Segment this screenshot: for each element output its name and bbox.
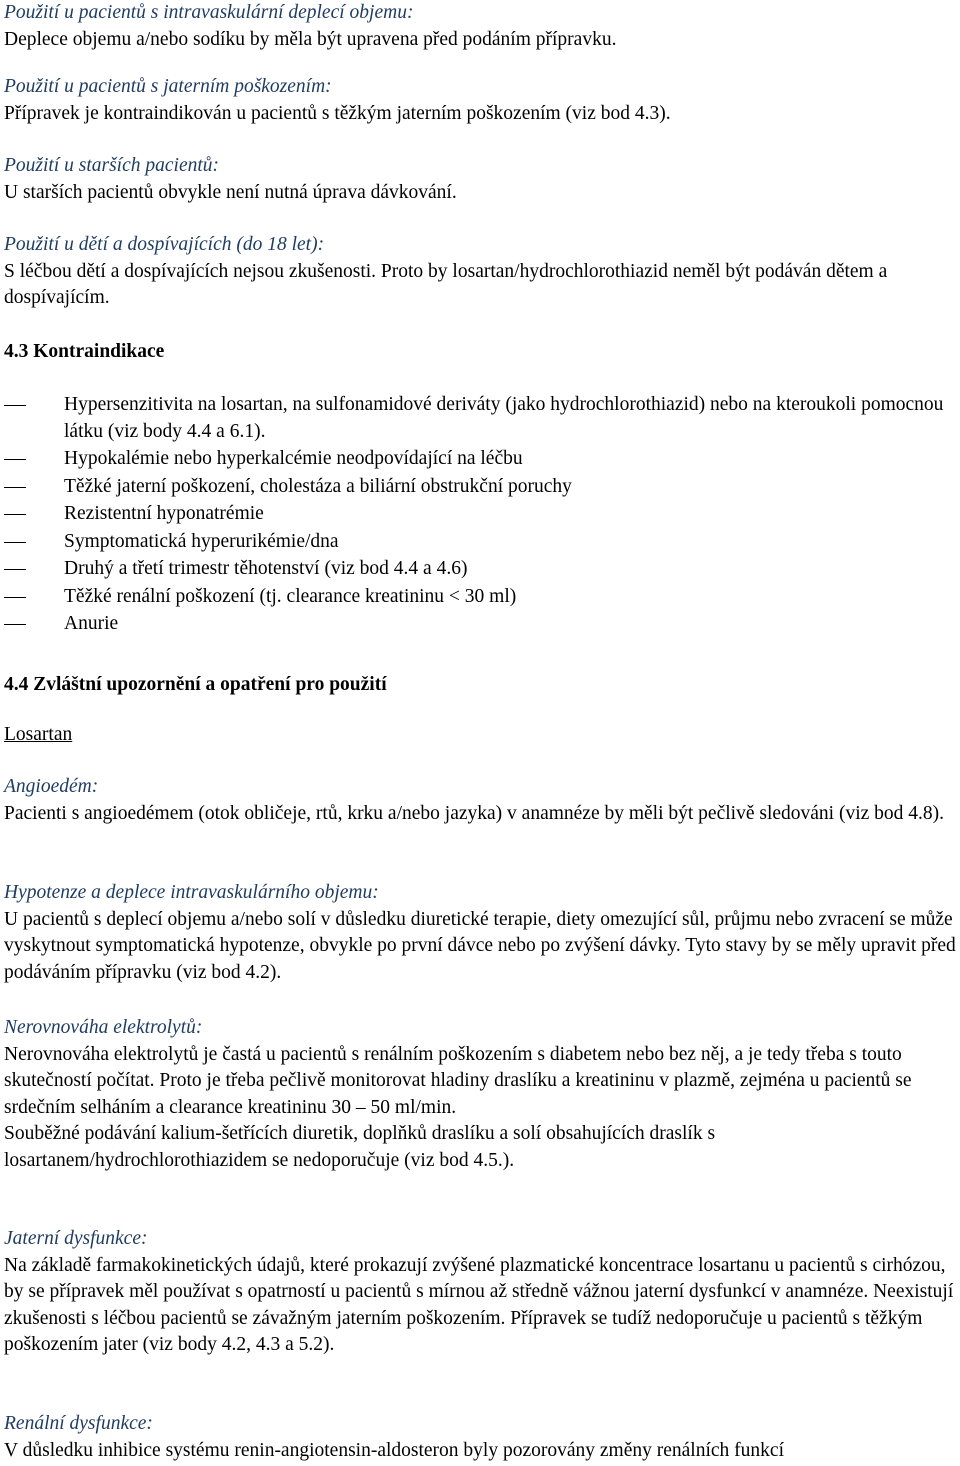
section-electrolytes: [4, 1015, 958, 1174]
dash-icon: [4, 542, 26, 543]
section-text: S léčbou dětí a dospívajících nejsou zkušenosti. Proto by losartan/hydrochlorothiazid neměl být podáván dětem a dospívajícím.: [4, 260, 888, 308]
section-text: Nerovnováha elektrolytů je častá u pacientů s renálním poškozením s diabetem nebo bez něj, a je tedy třeba s touto skutečností počítat. Proto je třeba pečlivě monitorovat hladiny draslíku a kreatininu v plazmě, zejména u pacientů se srdečním selháním a clearance kreatininu 30 – 50 ml/min.: [4, 1043, 912, 1118]
section-text: Pacienti s angioedémem (otok obličeje, rtů, krku a/nebo jazyka) v anamnéze by měli být pečlivě sledováni (viz bod 4.8).: [4, 802, 945, 824]
section-hepatic-impairment: [4, 74, 958, 127]
section-text: Na základě farmakokinetických údajů, které prokazují zvýšené plazmatické koncentrace losartanu u pacientů s cirhózou, by se přípravek měl používat s opatrností u pacientů s mírnou až středně vážnou jaterní dysfunkcí v anamnéze. Neexistují zkušenosti s léčbou pacientů se závažným jaterním poškozením. Přípravek se tudíž nedoporučuje u pacientů s těžkým poškozením jater (viz body 4.2, 4.3 a 5.2).: [4, 1254, 954, 1355]
section-heading: Angioedém:: [4, 776, 99, 797]
section-text: U pacientů s deplecí objemu a/nebo solí v důsledku diuretické terapie, diety omezující sůl, průjmu nebo zvracení se může vyskytnout symptomatická hypotenze, obvykle po první dávce nebo po zvýšení dávky. Tyto stavy by se měly upravit před podáváním přípravku (viz bod 4.2).: [4, 908, 956, 983]
section-heading: Hypotenze a deplece intravaskulárního objemu:: [4, 882, 379, 903]
dash-icon: [4, 569, 26, 570]
section-text: Přípravek je kontraindikován u pacientů s těžkým jaterním poškozením (viz bod 4.3).: [4, 102, 671, 124]
section-children: [4, 232, 958, 312]
section-heading: Jaterní dysfunkce:: [4, 1228, 148, 1249]
list-item: Anurie: [4, 611, 958, 638]
section-contraindications: [4, 339, 958, 366]
section-heading: Renální dysfunkce:: [4, 1413, 153, 1434]
contraindications-list: [4, 392, 958, 638]
section-text: Souběžné podávání kalium-šetřících diuretik, doplňků draslíku a solí obsahujících draslík s losartanem/hydrochlorothiazidem se nedoporučuje (viz bod 4.5.).: [4, 1123, 716, 1171]
section-renal-dysfunction: [4, 1411, 958, 1464]
list-item: Hypersenzitivita na losartan, na sulfonamidové deriváty (jako hydrochlorothiazid) nebo na kteroukoli pomocnou látku (viz body 4.4 a 6.1).: [4, 392, 958, 445]
dash-icon: [4, 597, 26, 598]
subsection-title: Losartan: [4, 724, 73, 745]
section-heading: Použití u dětí a dospívajících (do 18 let):: [4, 234, 325, 255]
list-item: Těžké jaterní poškození, cholestáza a biliární obstrukční poruchy: [4, 474, 958, 501]
section-angioedema: [4, 774, 958, 827]
list-item: Těžké renální poškození (tj. clearance kreatininu < 30 ml): [4, 584, 958, 611]
section-hypotension: [4, 880, 958, 986]
section-heading: Použití u starších pacientů:: [4, 155, 220, 176]
section-hepatic-dysfunction: [4, 1226, 958, 1359]
list-item: Druhý a třetí trimestr těhotenství (viz bod 4.4 a 4.6): [4, 556, 958, 583]
section-warnings: [4, 672, 958, 699]
contraindications-list-wrap: [4, 392, 958, 638]
section-text: Deplece objemu a/nebo sodíku by měla být upravena před podáním přípravku.: [4, 28, 617, 50]
list-item: Rezistentní hyponatrémie: [4, 501, 958, 528]
section-heading: Použití u pacientů s intravaskulární deplecí objemu:: [4, 2, 414, 23]
dash-icon: [4, 405, 26, 406]
section-title: 4.3 Kontraindikace: [4, 341, 165, 362]
dash-icon: [4, 624, 26, 625]
section-title: 4.4 Zvláštní upozornění a opatření pro použití: [4, 674, 387, 695]
subsection-losartan: [4, 722, 958, 749]
section-heading: Nerovnováha elektrolytů:: [4, 1017, 203, 1038]
dash-icon: [4, 487, 26, 488]
section-intravascular-depletion: [4, 0, 958, 53]
section-elderly: [4, 153, 958, 206]
list-item: Symptomatická hyperurikémie/dna: [4, 529, 958, 556]
section-text: V důsledku inhibice systému renin-angiotensin-aldosteron byly pozorovány změny renálních funkcí: [4, 1439, 784, 1461]
dash-icon: [4, 514, 26, 515]
section-text: U starších pacientů obvykle není nutná úprava dávkování.: [4, 181, 457, 203]
dash-icon: [4, 459, 26, 460]
section-heading: Použití u pacientů s jaterním poškozením:: [4, 76, 332, 97]
list-item: Hypokalémie nebo hyperkalcémie neodpovídající na léčbu: [4, 446, 958, 473]
